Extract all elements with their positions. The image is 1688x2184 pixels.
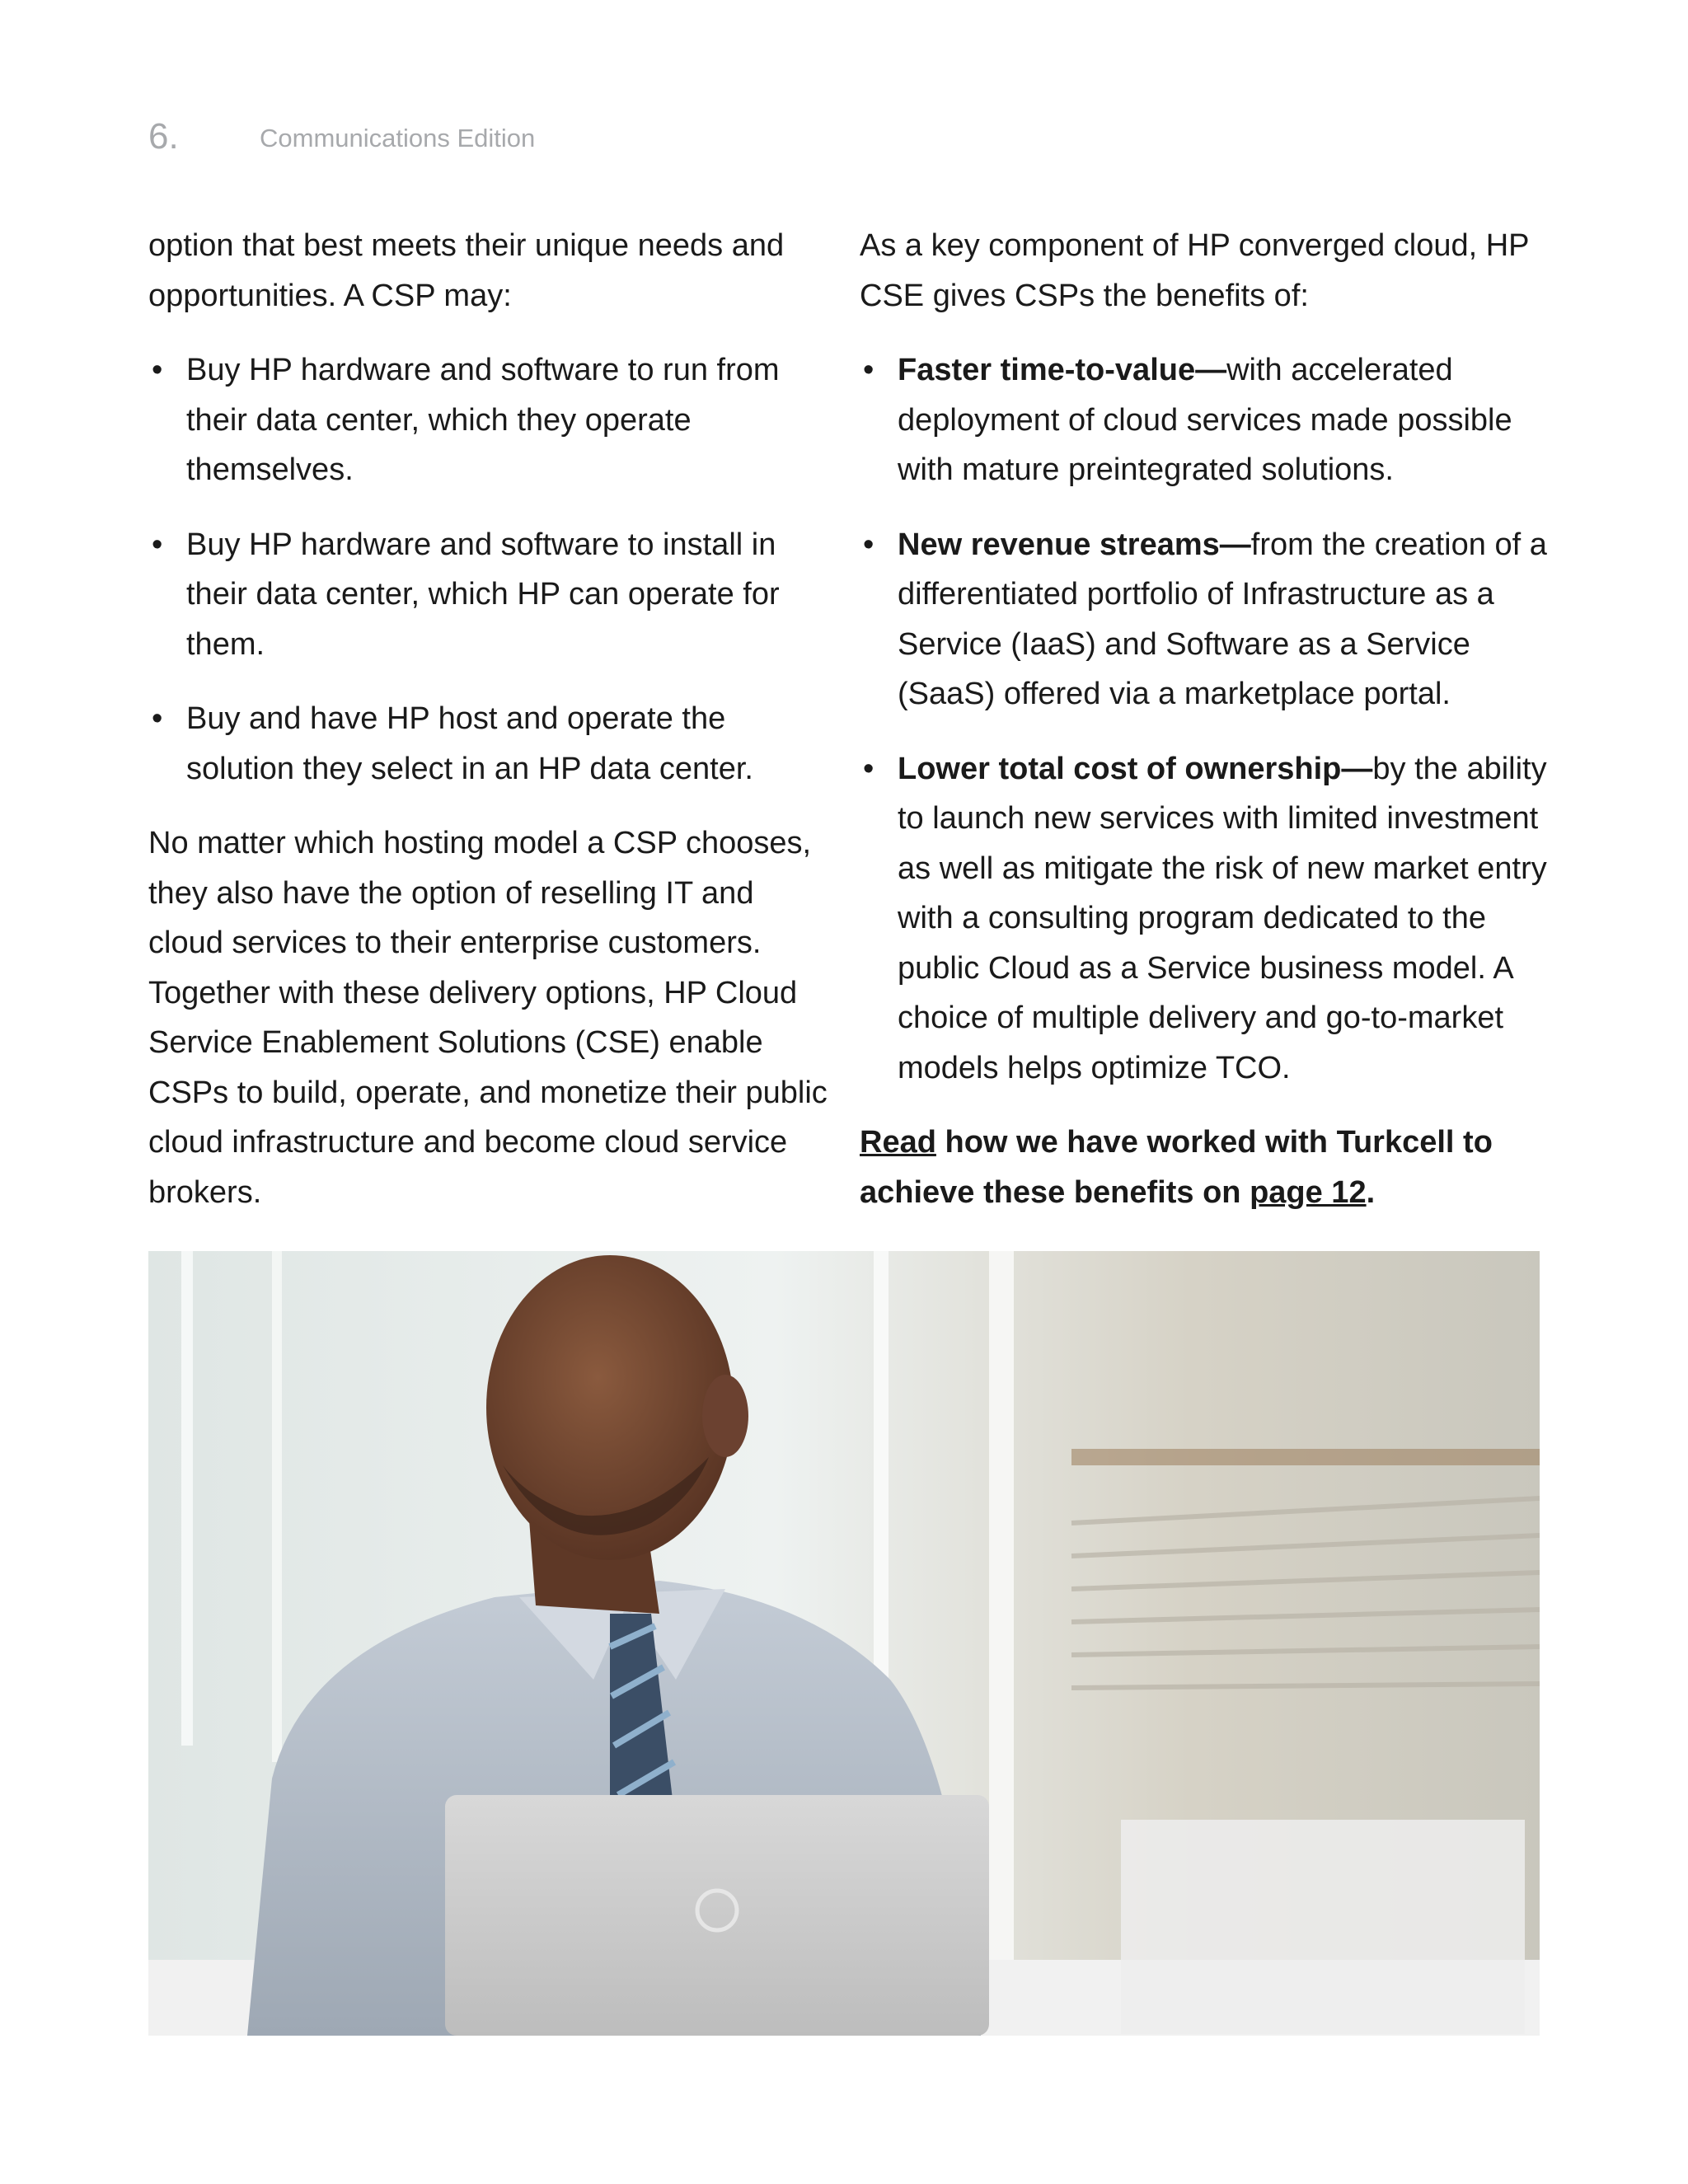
list-item	[860, 520, 1552, 719]
benefit-text: from the creation of a differentiated portfolio of Infrastructure as a Service (IaaS) and Software as a Service (SaaS) offered via a marketplace portal.	[898, 527, 1547, 711]
bullet-icon: •	[863, 751, 874, 786]
list-item-text: Buy HP hardware and software to run from their data center, which they operate themselves.	[186, 353, 780, 487]
hosting-options-list	[148, 345, 832, 794]
page-12-link[interactable]: page 12	[1250, 1174, 1367, 1210]
photo-man-with-laptop	[148, 1251, 1540, 2036]
list-item	[148, 694, 832, 794]
turkcell-cta	[860, 1118, 1552, 1217]
read-link[interactable]: Read	[860, 1125, 936, 1160]
bullet-icon: •	[152, 527, 163, 562]
right-intro: As a key component of HP converged cloud, HP CSE gives CSPs the benefits of:	[860, 228, 1529, 313]
edition-label: Communications Edition	[260, 124, 536, 152]
benefit-title: Faster time-to-value—	[898, 353, 1227, 387]
benefit-title: New revenue streams—	[898, 527, 1251, 562]
benefit-text: with accelerated deployment of cloud services made possible with mature preintegrated solutions.	[898, 353, 1512, 487]
list-item	[148, 520, 832, 670]
cta-middle-text: how we have worked with Turkcell to achieve these benefits on	[860, 1125, 1493, 1210]
page-number: 6.	[148, 116, 179, 157]
left-intro: option that best meets their unique needs and opportunities. A CSP may:	[148, 228, 785, 313]
list-item	[148, 345, 832, 495]
bullet-icon: •	[152, 353, 163, 387]
benefit-title: Lower total cost of ownership—	[898, 751, 1373, 786]
left-closing-paragraph: No matter which hosting model a CSP chooses, they also have the option of reselling IT and cloud services to their enterprise customers. Together with these delivery options, HP Cloud Service Enablement Solutions (CSE) enable CSPs to build, operate, and monetize their public cloud infrastructure and become cloud service brokers.	[148, 826, 828, 1210]
list-item-text: Buy HP hardware and software to install in their data center, which HP can operate for them.	[186, 527, 780, 662]
benefit-text: by the ability to launch new services with limited investment as well as mitigate the risk of new market entry with a consulting program dedicated to the public Cloud as a Service business model. A choice of multiple delivery and go-to-market models helps optimize TCO.	[898, 751, 1547, 1085]
cta-end-text: .	[1366, 1174, 1376, 1210]
benefits-list	[860, 345, 1552, 1093]
left-column	[148, 221, 832, 1242]
right-column	[860, 221, 1552, 1242]
photo-illustration	[148, 1251, 1540, 2036]
bullet-icon: •	[863, 527, 874, 562]
list-item	[860, 345, 1552, 495]
list-item-text: Buy and have HP host and operate the solution they select in an HP data center.	[186, 701, 753, 786]
list-item	[860, 744, 1552, 1094]
bullet-icon: •	[152, 701, 163, 736]
bullet-icon: •	[863, 353, 874, 387]
